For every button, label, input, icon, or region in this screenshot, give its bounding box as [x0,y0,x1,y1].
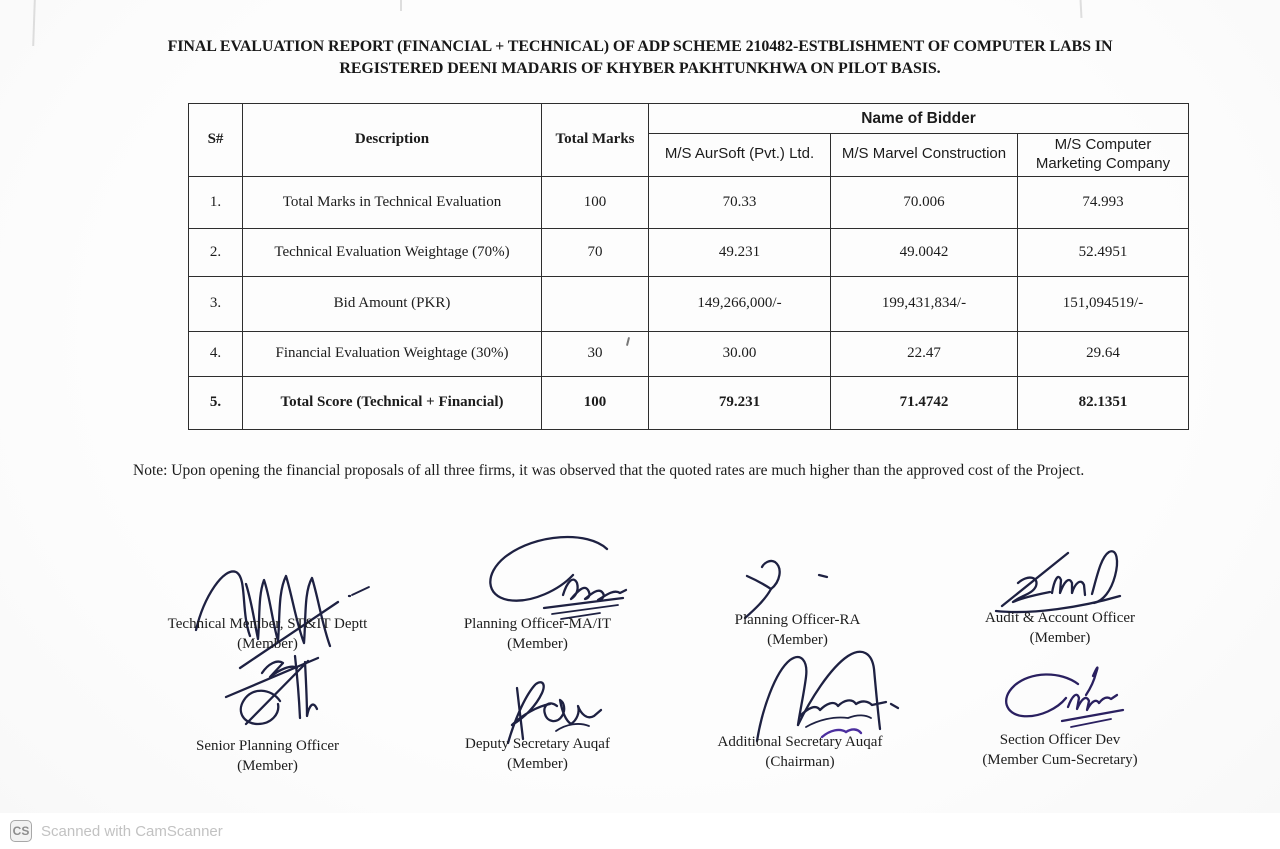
table-row [189,331,1189,376]
cell-bidder3: 151,094519/- [1018,276,1189,331]
cell-total: 30 [542,331,649,376]
cell-description: Total Score (Technical + Financial) [243,376,542,429]
signatory-title: Technical Member, ST&IT Deptt [167,616,368,632]
signatory-role: (Member) [237,757,298,774]
cell-bidder3: 29.64 [1018,331,1189,376]
scan-artifact [1080,0,1083,18]
cell-bidder3: 74.993 [1018,176,1189,228]
cell-sno: 3. [189,276,243,331]
cell-bidder2: 22.47 [831,331,1018,376]
signatory-role: (Member) [237,635,298,652]
signatory-title: Senior Planning Officer [195,738,340,754]
table-row [189,228,1189,276]
cell-description: Technical Evaluation Weightage (70%) [243,228,542,276]
signature-deputy-secretary-auqaf [508,682,601,743]
report-title [95,36,1185,79]
cell-bidder3: 52.4951 [1018,228,1189,276]
scan-artifact [32,0,36,46]
table-row [189,176,1189,228]
cell-bidder1: 49.231 [649,228,831,276]
signatory-title: Planning Officer-MA/IT [463,616,612,632]
report-title-line2: REGISTERED DEENI MADARIS OF KHYBER PAKHTUNKHWA ON PILOT BASIS. [339,59,941,77]
header-bidder-group: Name of Bidder [649,104,1189,134]
signatory-title: Planning Officer-RA [734,612,861,628]
cell-total [542,276,649,331]
report-title-line1: FINAL EVALUATION REPORT (FINANCIAL + TECHNICAL) OF ADP SCHEME 210482-ESTBLISHMENT OF COMPUTER LABS IN [167,38,1113,55]
signatory-role: (Member) [507,635,568,652]
signature-planning-officer-mait [490,537,626,619]
header-bidder-3: M/S Computer Marketing Company [1018,134,1189,177]
signatory-title: Additional Secretary Auqaf [717,734,883,750]
scan-artifact [400,0,402,11]
cell-description: Financial Evaluation Weightage (30%) [243,331,542,376]
signature-block-technical-member [145,615,390,655]
signatory-title: Audit & Account Officer [984,610,1136,626]
cell-bidder1: 30.00 [649,331,831,376]
header-total-marks: Total Marks [542,104,649,177]
cell-bidder2: 71.4742 [831,376,1018,429]
cell-sno: 4. [189,331,243,376]
signature-block-senior-planning [155,737,380,777]
signature-block-additional-secretary [685,733,915,773]
signature-block-audit-account [950,609,1170,649]
signatory-role: (Chairman) [765,753,835,770]
header-bidder-1: M/S AurSoft (Pvt.) Ltd. [649,134,831,177]
signature-senior-planning-officer [241,656,317,724]
signatory-role: (Member) [507,755,568,772]
signature-planning-officer-ra [745,561,827,618]
camscanner-text: Scanned with CamScanner [41,822,223,840]
signature-audit-account-officer [996,551,1120,612]
header-sno: S# [189,104,243,177]
cell-description: Bid Amount (PKR) [243,276,542,331]
signature-block-planning-mait [425,615,650,655]
signatory-role: (Member) [767,631,828,648]
signature-section-officer-dev [1006,668,1123,727]
signatory-title: Deputy Secretary Auqaf [465,736,610,752]
cell-total: 100 [542,176,649,228]
header-bidder-2: M/S Marvel Construction [831,134,1018,177]
signature-block-deputy-secretary [425,735,650,775]
signatory-role: (Member Cum-Secretary) [982,751,1138,768]
signature-additional-secretary-auqaf [757,652,898,741]
signatory-title: Section Officer Dev [999,732,1121,748]
cell-sno: 2. [189,228,243,276]
signature-block-planning-ra [690,611,905,651]
camscanner-icon: CS [10,820,32,842]
cell-total: 100 [542,376,649,429]
table-row [189,276,1189,331]
cell-bidder3: 82.1351 [1018,376,1189,429]
evaluation-table [188,103,1189,430]
header-description: Description [243,104,542,177]
cell-bidder2: 70.006 [831,176,1018,228]
cell-sno: 1. [189,176,243,228]
cell-description: Total Marks in Technical Evaluation [243,176,542,228]
cell-bidder1: 79.231 [649,376,831,429]
cell-sno: 5. [189,376,243,429]
note-text: Note: Upon opening the financial proposals of all three firms, it was observed that the quoted rates are much higher than the approved cost of the Project. [133,462,1085,479]
camscanner-watermark [0,813,1280,849]
cell-total: 70 [542,228,649,276]
signature-block-section-officer [950,731,1170,771]
cell-bidder1: 70.33 [649,176,831,228]
signatory-role: (Member) [1029,629,1091,646]
cell-bidder1: 149,266,000/- [649,276,831,331]
cell-bidder2: 199,431,834/- [831,276,1018,331]
cell-bidder2: 49.0042 [831,228,1018,276]
table-row-total [189,376,1189,429]
